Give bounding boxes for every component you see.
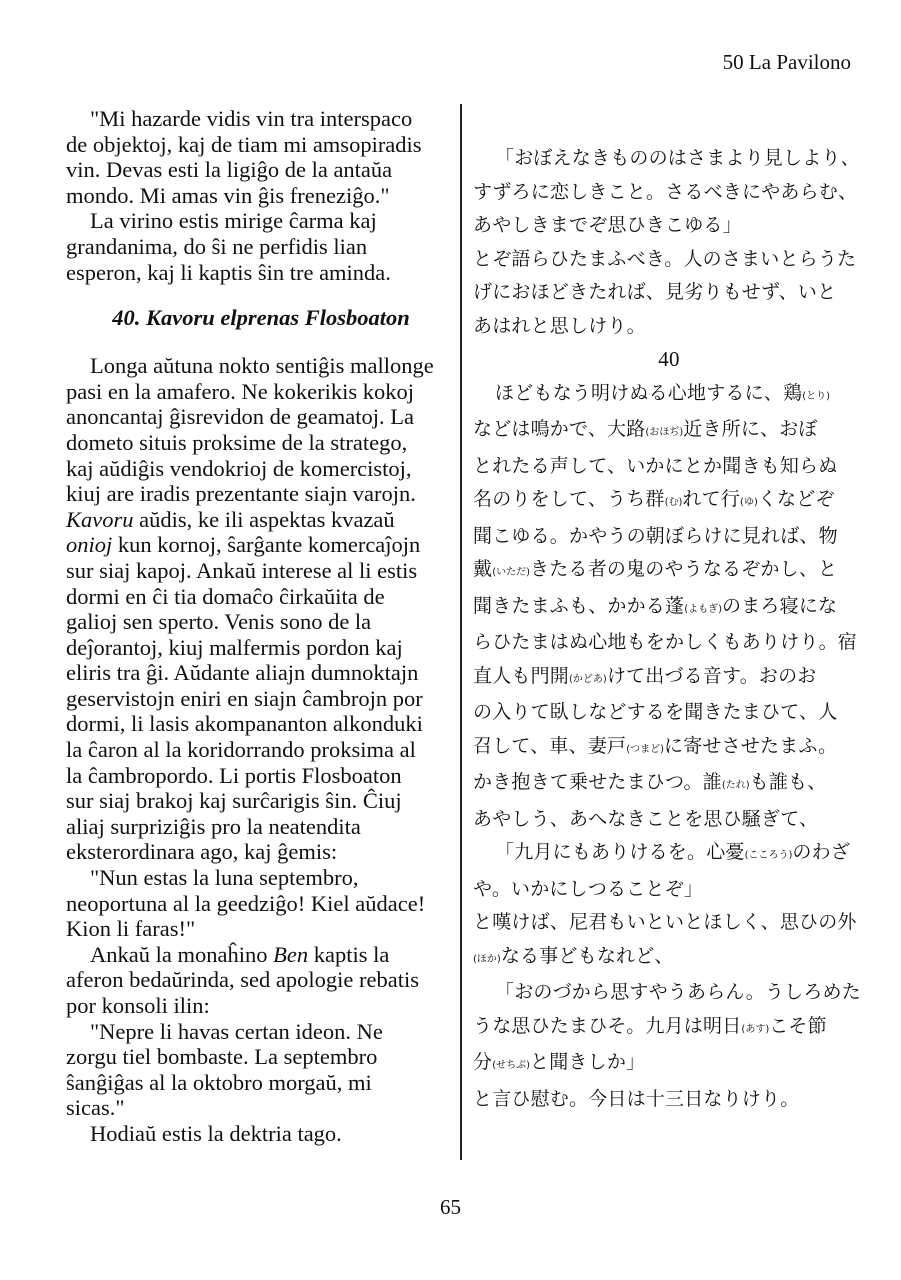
jp-paragraph: と嘆けば、尼君もいといとほしく、思ひの外 (ほか)なる事どもなれど、 bbox=[473, 911, 857, 967]
jp-paragraph: 「おぼえなきもののはさまより見しより、 すずろに恋しきこと。さるべきにやあらむ、 あやしきまでぞ思ひきこゆる」 bbox=[473, 147, 860, 236]
paragraph: Ankaŭ la monaĥino Ben kaptis la aferon bedaŭrinda, sed apologie rebatis por konsoli ilin: bbox=[66, 941, 419, 1018]
paragraph: Longa aŭtuna nokto sentiĝis mallonge pasi en la amafero. Ne kokerikis kokoj anoncantaj ĝisrevidon de geamatoj. La dometo situis proksime de la stratego, kaj aŭdiĝis vendokrioj de komercistoj, kiuj are iradis prezentante siajn varojn. Kavoru aŭdis, ke ili aspektas kvazaŭ onioj kun kornoj, ŝarĝante komercaĵojn sur siaj kapoj. Ankaŭ interese al li estis dormi en ĉi tia domaĉo ĉirkaŭita de galioj sen sperto. Venis sono de la deĵorantoj, kiuj malfermis pordon kaj eliris tra ĝi. Aŭdante aliajn dumnoktajn geservistojn eniri en siajn ĉambrojn por dormi, li lasis akompananton alkonduki la ĉaron al la koridorrando proksima al la ĉambropordo. Li portis Flosboaton sur siaj brakoj kaj surĉarigis ŝin. Ĉiuj aliaj surpriziĝis pro la neatendita eksterordinara ago, kaj ĝemis: bbox=[66, 353, 434, 865]
word-onioj: onioj bbox=[66, 532, 113, 558]
jp-paragraph: ほどもなう明けぬる心地するに、鶏(とり) などは鳴かで、大路(おほぢ)近き所に、おぼ とれたる声して、いかにとか聞きも知らぬ 名のりをして、うち群(む)れて行(ゆ)くなどぞ 聞こゆる。かやうの朝ぼらけに見れば、物 戴(いただ)きたる者の鬼のやうなるぞかし、と 聞きたまふも、かかる蓬(よもぎ)のまろ寝にな らひたまはぬ心地もをかしくもありけり。宿 直人も門開(かどあ)けて出づる音す。おのお の入りて臥しなどするを聞きたまひて、人 召して、車、妻戸(つまど)に寄せさせたまふ。 かき抱きて乗せたまひつ。誰(たれ)も誰も、 あやしう、あへなきことを思ひ騒ぎて、 bbox=[473, 381, 858, 830]
paragraph: "Mi hazarde vidis vin tra interspaco de objektoj, kaj de tiam mi amsopiradis vin. Devas esti la ligiĝo de la antaŭa mondo. Mi amas vin ĝis freneziĝo." bbox=[66, 106, 422, 208]
jp-paragraph: とぞ語らひたまふべき。人のさまいとらうた げにおほどきたれば、見劣りもせず、いと あはれと思しけり。 bbox=[473, 247, 857, 337]
name-kavoru: Kavoru bbox=[66, 506, 134, 532]
column-divider bbox=[460, 104, 462, 1160]
paragraph: "Nun estas la luna septembro, neoportuna al la geedziĝo! Kiel aŭdace! Kion li faras!" bbox=[66, 865, 426, 942]
page-number: 65 bbox=[440, 1195, 461, 1219]
left-column bbox=[66, 106, 456, 1147]
section-number: 40 bbox=[658, 347, 680, 371]
paragraph: "Nepre li havas certan ideon. Ne zorgu tiel bombaste. La septembro ŝanĝiĝas al la oktobro morgaŭ, mi sicas." bbox=[66, 1018, 383, 1121]
jp-paragraph: と言ひ慰む。今日は十三日なりけり。 bbox=[473, 1087, 800, 1110]
right-column bbox=[473, 142, 865, 1116]
paragraph: Hodiaŭ estis la dektria tago. bbox=[90, 1120, 342, 1146]
jp-paragraph: 「おのづから思すやうあらん。うしろめた うな思ひたまひそ。九月は明日(あす)こそ節 分(せちぶ)と聞きしか」 bbox=[473, 981, 861, 1073]
name-ben: Ben bbox=[273, 941, 309, 967]
running-header: 50 La Pavilono bbox=[722, 50, 851, 74]
paragraph: La virino estis mirige ĉarma kaj grandanima, do ŝi ne perfidis lian esperon, kaj li kaptis ŝin tre aminda. bbox=[66, 208, 391, 285]
jp-paragraph: 「九月にもありけるを。心憂(こころう)のわざ や。いかにしつることぞ」 bbox=[473, 841, 851, 900]
section-heading: 40. Kavoru elprenas Flosboaton bbox=[112, 305, 410, 331]
